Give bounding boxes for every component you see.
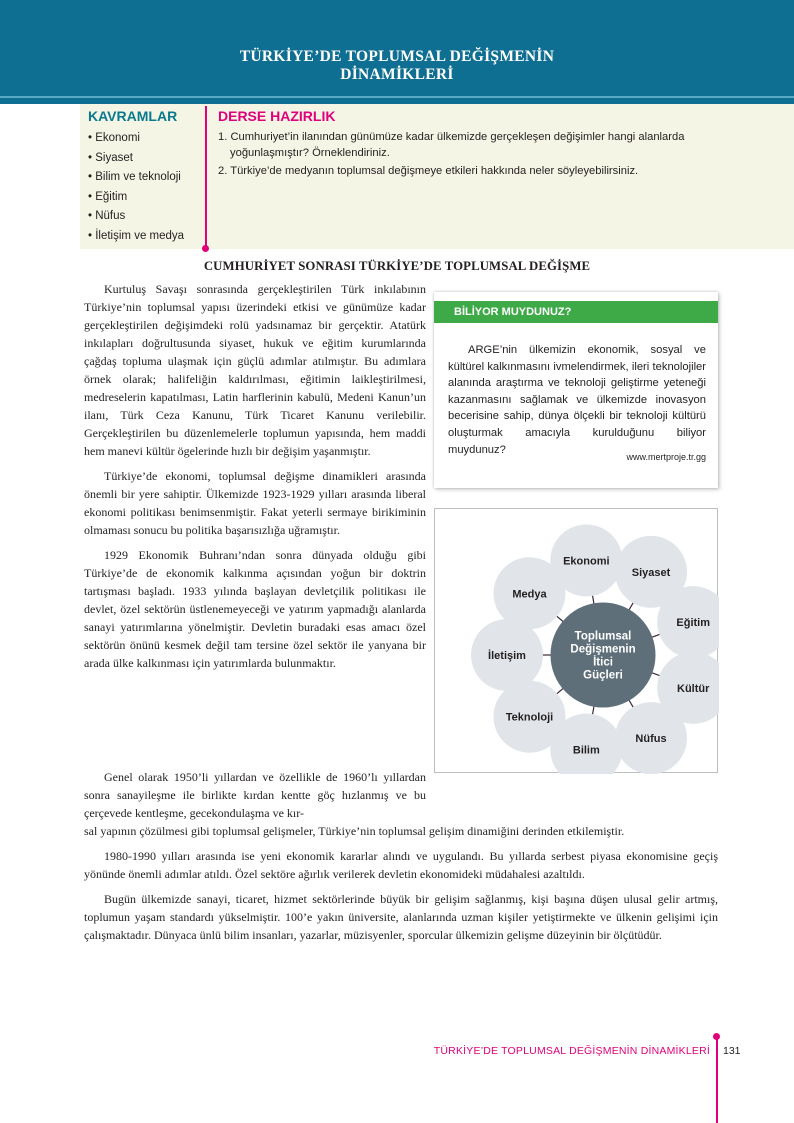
kavram-item: • Ekonomi: [88, 132, 140, 144]
full-width-text: [84, 768, 718, 951]
diagram-node-label: Bilim: [572, 744, 600, 757]
derse-hazirlik-title: DERSE HAZIRLIK: [218, 108, 336, 124]
kavram-item: • Eğitim: [88, 190, 128, 203]
diagram-node-label: Siyaset: [631, 566, 671, 579]
kavram-item: • Siyaset: [88, 151, 133, 164]
diagram-node-label: Nüfus: [635, 733, 667, 746]
diagram-node-label: Medya: [512, 588, 547, 601]
kavram-item: • İletişim ve medya: [88, 229, 185, 242]
column-text: [84, 280, 426, 679]
paragraph: Bugün ülkemizde sanayi, ticaret, hizmet sektörlerinde büyük bir gelişim sağlanmış, kişi başına düşen ulusal gelir artmış, toplumun yaşam standardı yükselmiştir. 100’e yakın üniversite, alanlarında uzman kişiler yetiştirmekte ve ülkenin gelişimi için çalışmaktadır. Dünyaca ünlü bilim insanları, yazarlar, müzisyenler, sporcular ülkemizin gelişme düzeyinin bir ölçütüdür.: [84, 892, 718, 942]
kavram-item: • Bilim ve teknoloji: [88, 171, 181, 184]
footer-title: TÜRKİYE’DE TOPLUMSAL DEĞİŞMENİN DİNAMİKLERİ: [433, 1045, 710, 1057]
page-number: 131: [723, 1045, 741, 1057]
diagram-node-label: Teknoloji: [505, 711, 554, 724]
did-you-know-body: ARGE’nin ülkemizin ekonomik, sosyal ve kültürel kalkınmasını ivmelendirmek, ileri teknolojiler alanında araştırma ve teknoloji geliştirme yeteneği kazanmasını sağlamak ve ülkemizde inovasyon becerisine sahip, dünya ölçekli bir teknoloji kültürü oluşturmak amacıyla kurulduğunu biliyor muydunuz?: [448, 344, 706, 456]
diagram-center-label: İtici: [593, 656, 613, 669]
page-title-line2: DİNAMİKLERİ: [340, 66, 454, 83]
did-you-know-box: [434, 292, 718, 488]
did-you-know-source: www.mertproje.tr.gg: [626, 452, 706, 462]
diagram-node-label: İletişim: [488, 650, 526, 662]
did-you-know-title: BİLİYOR MUYDUNUZ?: [434, 301, 718, 323]
derse-hazirlik-question: 2. Türkiye’de medyanın toplumsal değişmeye etkileri hakkında neler söyleyebilirsiniz.: [218, 165, 639, 177]
paragraph-continuation: sal yapının çözülmesi gibi toplumsal gelişmeler, Türkiye’nin toplumsal gelişim dinamiğini derinden etkilemiştir.: [84, 824, 625, 838]
diagram-canvas: [435, 509, 719, 774]
paragraph-lead: Genel olarak 1950’li yıllardan ve özellikle de 1960’lı yıllardan sonra sanayileşme ile birlikte kırdan kentte göç hızlanmış ve bu çerçevede kentleşme, gecekondulaşma ve kır-: [84, 770, 426, 820]
kavramlar-list: [88, 129, 184, 247]
derse-hazirlik-list: [218, 129, 728, 181]
footer-divider: [716, 1036, 718, 1123]
footer-divider-dot: [713, 1033, 720, 1040]
diagram-node-label: Eğitim: [676, 617, 711, 630]
page-title-line1: TÜRKİYE’DE TOPLUMSAL DEĞİŞMENİN: [239, 48, 555, 65]
diagram-center-label: Değişmenin: [570, 643, 636, 656]
paragraph: Kurtuluş Savaşı sonrasında gerçekleştirilen Türk inkılabının Türkiye’nin toplumsal yapısı üzerindeki etkisi ve günümüze kadar gerçekleştirilen değişimdeki rolü yadsınamaz bir gerçektir. Atatürk inkılapları doğrultusunda siyaset, hukuk ve eğitim kurumlarında çağdaş topluma ulaşmak için güçlü adımlar atılmıştır. Bu adımlara örnek olarak; halifeliğin kaldırılması, eğitimin laikleştirilmesi, medreselerin kapatılması, Latin harflerinin kabulü, Medeni Kanun’un ilanı, Türk Ceza Kanunu, Türk Ticaret Kanunu verilebilir. Gerçekleştirilen bu düzenlemelerle toplumun yapısında, hem maddi hem manevi kültür ögelerinde hızlı bir değişim yaşanmıştır.: [84, 282, 426, 458]
driving-forces-diagram: [434, 508, 718, 773]
paragraph: 1929 Ekonomik Buhranı’ndan sonra dünyada olduğu gibi Türkiye’de de ekonomik kalkınma açısından yoğun bir doktrin tartışması başladı. 1933 yılında başlayan devletçilik politikası ile devlet, özel sektörün üstlenemeyeceği ve yatırım yapmadığı alanlarda sanayi yatırımlarına yönelmiştir. Devletin buradaki esas amacı özel sektörün önünü kesmek değil tam tersine özel sektör ile yanyana bir arada ülke kalkınması için yatırımlarda bulunmaktır.: [84, 548, 426, 670]
page-title: [0, 48, 794, 84]
preparation-divider-dot: [202, 245, 209, 252]
derse-hazirlik-question: 1. Cumhuriyet’in ilanından günümüze kadar ülkemizde gerçekleşen değişimler hangi alanlarda yoğunlaşmıştır? Örneklendiriniz.: [218, 131, 685, 159]
kavram-item: • Nüfus: [88, 210, 126, 223]
paragraph: 1980-1990 yılları arasında ise yeni ekonomik kararlar alındı ve uygulandı. Bu yıllarda serbest piyasa ekonomisine geçiş yönünde önemli adımlar atıldı. Özel sektöre ağırlık verilerek devletin ekonomideki müdahalesi azaltıldı.: [84, 849, 718, 881]
paragraph: Türkiye’de ekonomi, toplumsal değişme dinamikleri arasında önemli bir yere sahiptir. Ülkemizde 1923-1929 yılları arasında liberal ekonomi politikası benimsenmiştir. Fakat yeterli sermaye birikiminin olmaması sonucu bu politika başarısızlığa uğramıştır.: [84, 469, 426, 537]
section-title: CUMHURİYET SONRASI TÜRKİYE’DE TOPLUMSAL DEĞİŞME: [203, 259, 591, 273]
header-rule: [0, 96, 794, 98]
kavramlar-title: KAVRAMLAR: [88, 108, 178, 124]
diagram-center-label: Toplumsal: [574, 630, 632, 643]
preparation-divider: [205, 106, 207, 248]
diagram-node-label: Ekonomi: [563, 555, 610, 568]
diagram-node-label: Kültür: [677, 682, 710, 695]
diagram-center-label: Güçleri: [583, 669, 623, 682]
